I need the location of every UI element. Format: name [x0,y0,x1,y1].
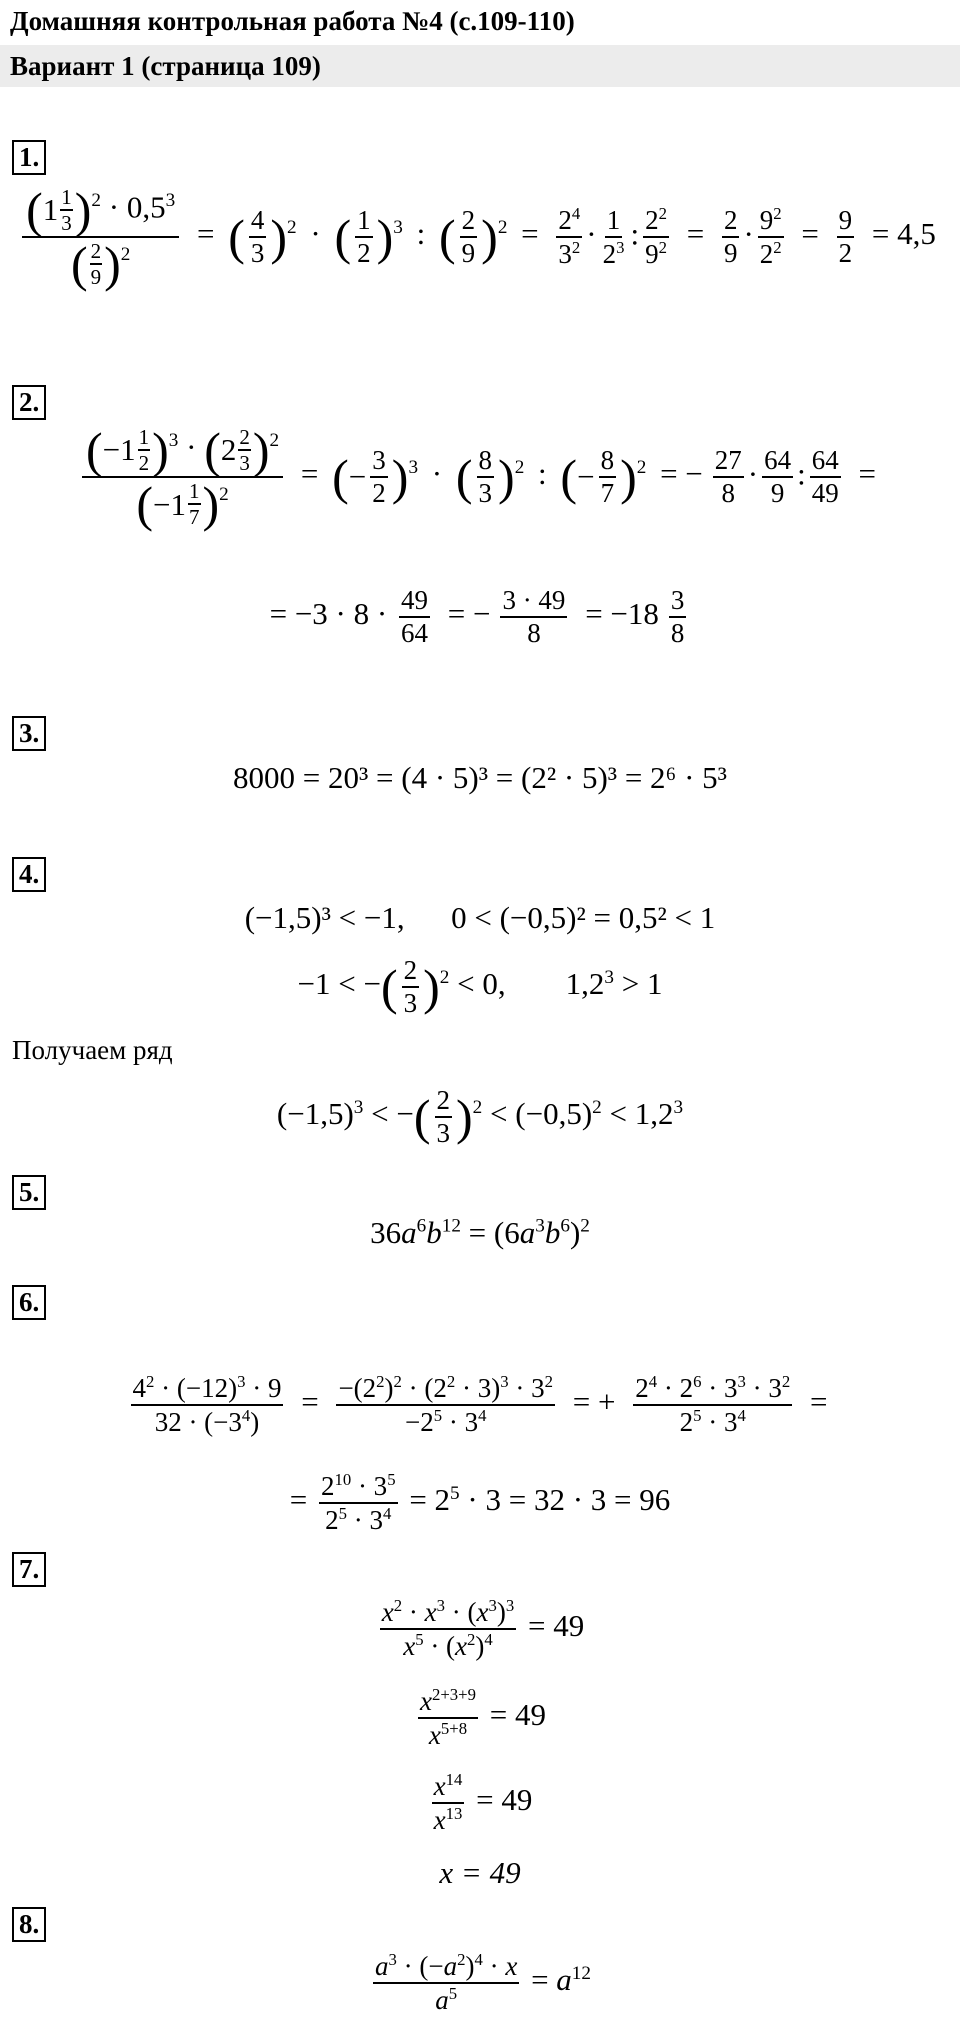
task-number-4: 4. [12,857,46,892]
task-6-line1: $\frac{4^2 \cdot (-12)^3 \cdot 9}{32 \cdot (-3^4)}$ = $\frac{-(2^2)^2 \cdot (2^2 \cdot 3)^3 \cdot 3^2}{-2^5 \cdot 3^4}$ = + $\frac{2^4 \cdot 2^6 \cdot 3^3 \cdot 3^2}{2^5 \cdot 3^4}$ = [132,1372,828,1438]
task-number-8: 8. [12,1907,46,1942]
task-number-7: 7. [12,1552,46,1587]
task-4-text: Получаем ряд [12,1035,173,1065]
task-number-6: 6. [12,1285,46,1320]
task-number-1: 1. [12,140,46,175]
task-7-final: x = 49 [439,1855,521,1890]
task-number-5: 5. [12,1175,46,1210]
task-2-equation-line2: = −3 · 8 · $\frac{49}{64}$ = − $\frac{3 \cdot 49}{8}$ = −18 $\frac{3}{8}$ [269,585,685,649]
task-4-line2: −1 < − ( 2 3 ) $^2$ < 0, $1,2^3 > 1$ [297,955,663,1019]
task-4-series: $(-1,5)^3$ < − ( 2 3 ) $^2 < (-0,5)^2 < 1,2^3$ [276,1085,684,1149]
task-5-equation: $36a^6b^{12} = (6a^3b^6)^2$ [370,1215,590,1250]
page-subtitle: Вариант 1 (страница 109) [0,45,960,87]
task-1-equation: ( 1 1 3 ) $^2 \cdot 0,5^3$ ( 2 9 ) $^2$ = ( 4 3 ) $^2$ · ( 1 2 ) $^3$ : ( 2 9 ) $^2$ = $\frac{2^4}{3^2}$ · $\frac{1}{2^3}$ : $\frac{2^2}{9^2}$ = $\frac{2}{9}$ · $\frac{9^2}{2^2}$ = $\frac{9}{2}$ = 4,5 [0,185,960,290]
task-8-equation: $\frac{a^3 \cdot (-a^2)^4 \cdot x}{a^5}$ = $a^{12}$ [374,1950,591,2016]
task-number-2: 2. [12,385,46,420]
page-title: Домашняя контрольная работа №4 (с.109-110) [0,0,960,42]
task-number-3: 3. [12,716,46,751]
task-4-line1: (−1,5)³ < −1, 0 < (−0,5)² = 0,5² < 1 [244,900,716,935]
task-2-equation-line1: ( −1 1 2 ) $^3$ · ( 2 2 3 ) $^2$ ( −1 1 7 ) $^2$ = ( − 3 2 ) $^3$ · ( 8 3 ) $^2$ : ( − 8 7 ) $^2$ = − $\frac{27}{8}$ · $\frac{64}{9}$ : $\frac{64}{49}$ = [0,425,960,530]
task-7-step2: $\frac{x^{2+3+9}}{x^{5+8}}$ = 49 [420,1685,546,1751]
task-7-step1: $\frac{x^2 \cdot x^3 \cdot (x^3)^3}{x^5 \cdot (x^2)^4}$ = 49 [381,1596,585,1662]
task-6-line2: = $\frac{2^{10} \cdot 3^5}{2^5 \cdot 3^4}$ = $2^5 \cdot 3 = 32 \cdot 3 = 96$ [289,1470,671,1536]
task-7-step3: $\frac{x^{14}}{x^{13}}$ = 49 [433,1770,533,1836]
task-3-equation: 8000 = 20³ = (4 · 5)³ = (2² · 5)³ = 2⁶ · 5³ [233,760,727,795]
